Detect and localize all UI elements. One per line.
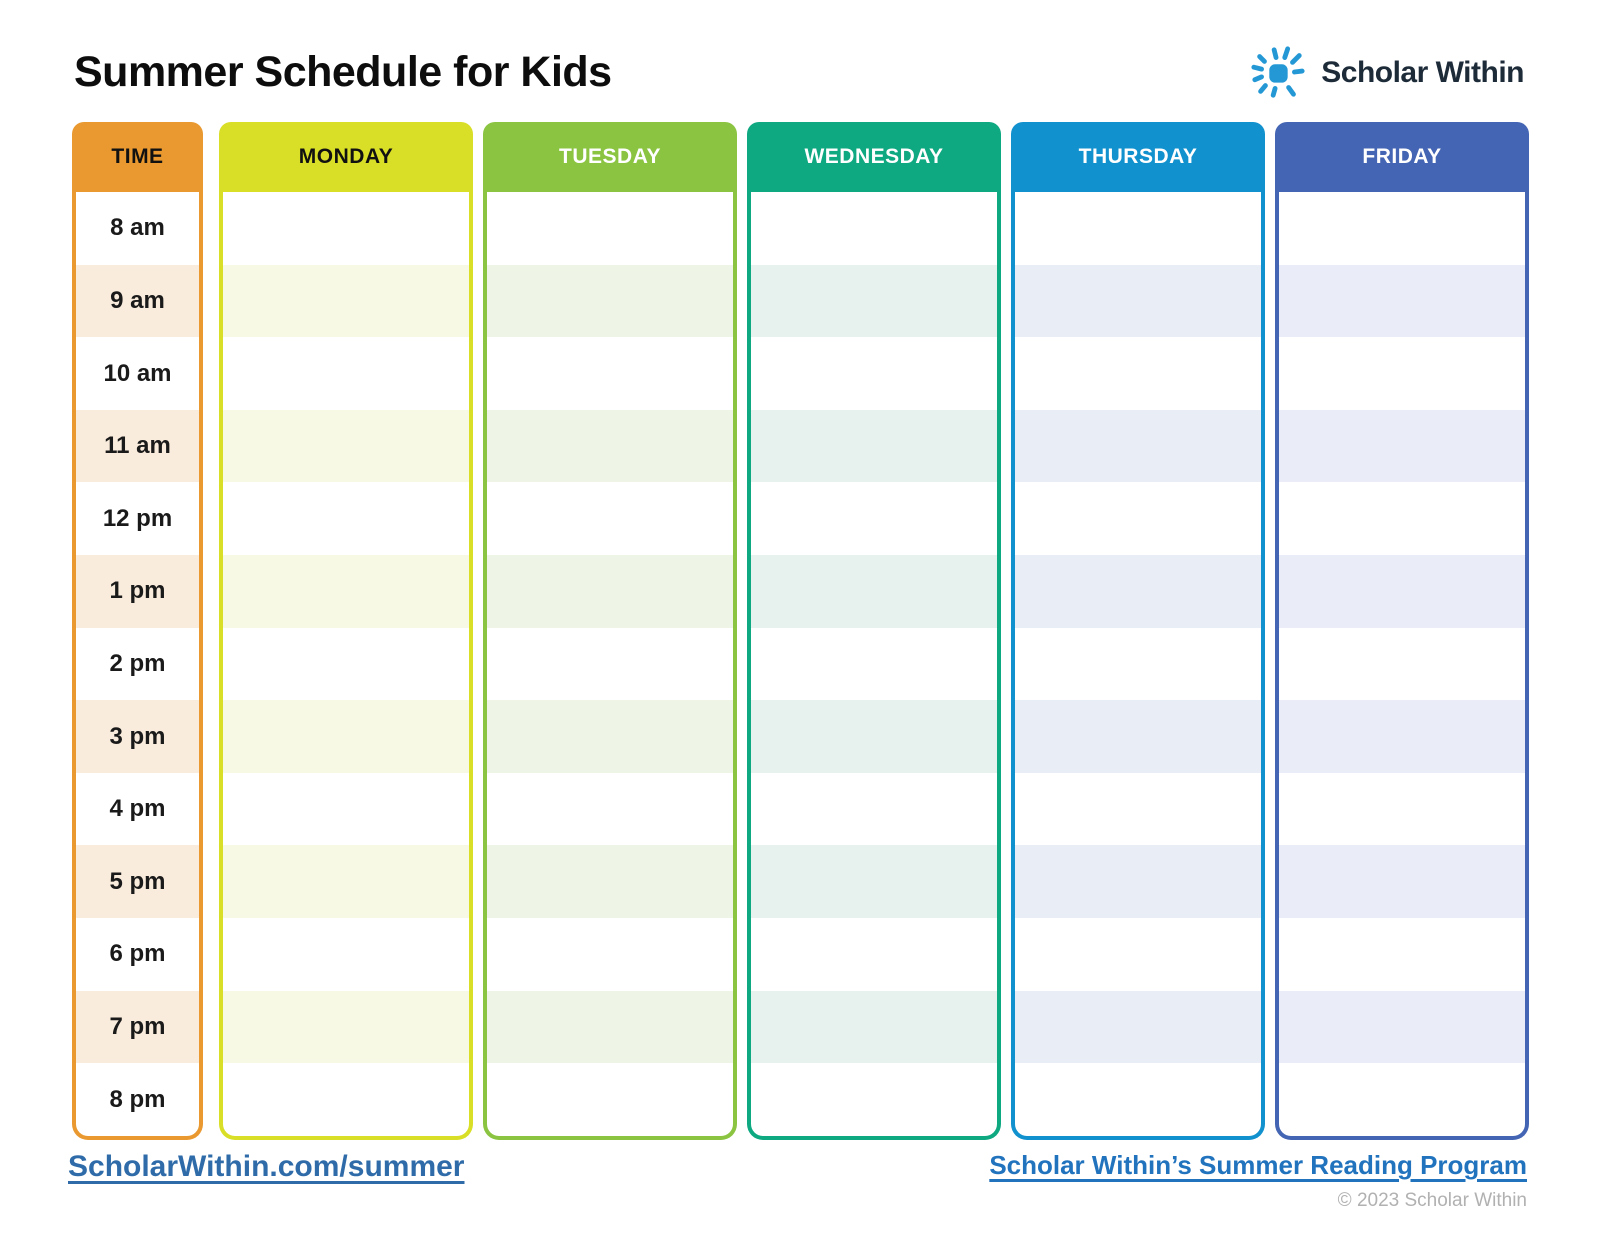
day-column-thursday [1011, 122, 1265, 1140]
schedule-cell [1015, 773, 1261, 846]
schedule-cell [1279, 482, 1525, 555]
time-column-body [72, 192, 203, 1140]
schedule-cell [487, 410, 733, 483]
schedule-cell [751, 700, 997, 773]
schedule-cell [487, 555, 733, 628]
day-column-tuesday-body [483, 192, 737, 1140]
schedule-cell [223, 555, 469, 628]
schedule-cell [1279, 265, 1525, 338]
time-label: 3 pm [76, 700, 199, 773]
schedule-cell [1279, 192, 1525, 265]
page-title: Summer Schedule for Kids [74, 48, 612, 96]
schedule-cell [487, 773, 733, 846]
schedule-cell [751, 628, 997, 701]
schedule-cell [751, 482, 997, 555]
schedule-cell [487, 337, 733, 410]
schedule-cell [487, 628, 733, 701]
day-column-wednesday-header: WEDNESDAY [747, 122, 1001, 192]
schedule-cell [1015, 410, 1261, 483]
time-label: 1 pm [76, 555, 199, 628]
day-column-friday [1275, 122, 1529, 1140]
day-column-thursday-body [1011, 192, 1265, 1140]
schedule-cell [223, 700, 469, 773]
time-label: 9 am [76, 265, 199, 338]
time-label: 7 pm [76, 991, 199, 1064]
schedule-cell [487, 991, 733, 1064]
schedule-cell [1279, 918, 1525, 991]
time-label: 10 am [103, 359, 172, 387]
time-label: 5 pm [76, 845, 199, 918]
footer-right [989, 1150, 1527, 1212]
schedule-cell [223, 410, 469, 483]
schedule-cell [487, 192, 733, 265]
schedule-cell [1015, 265, 1261, 338]
sun-icon [1249, 44, 1307, 102]
day-column-monday-header: MONDAY [219, 122, 473, 192]
schedule-cell [1279, 628, 1525, 701]
summer-url-link[interactable]: ScholarWithin.com/summer [68, 1150, 465, 1183]
schedule-cell [751, 918, 997, 991]
schedule-cell [223, 628, 469, 701]
schedule-cell [1015, 337, 1261, 410]
schedule-cell [751, 410, 997, 483]
schedule-cell [751, 991, 997, 1064]
brand-name: Scholar Within [1321, 56, 1524, 89]
time-label: 12 pm [102, 504, 173, 532]
schedule-cell [487, 1063, 733, 1136]
schedule-cell [751, 555, 997, 628]
schedule-cell [1015, 991, 1261, 1064]
schedule-cell [1015, 628, 1261, 701]
time-column [72, 122, 203, 1140]
schedule-cell [1015, 555, 1261, 628]
schedule-cell [223, 265, 469, 338]
schedule-cell [751, 265, 997, 338]
schedule-cell [751, 192, 997, 265]
schedule-cell [751, 773, 997, 846]
day-column-tuesday [483, 122, 737, 1140]
schedule-cell [1015, 918, 1261, 991]
schedule-cell [1279, 1063, 1525, 1136]
schedule-cell [1279, 773, 1525, 846]
day-column-tuesday-header: TUESDAY [483, 122, 737, 192]
schedule-cell [1279, 337, 1525, 410]
day-column-monday-body [219, 192, 473, 1140]
schedule-cell [223, 482, 469, 555]
time-label: 8 am [110, 214, 165, 242]
time-label: 4 pm [109, 795, 166, 823]
schedule-cell [487, 918, 733, 991]
schedule-cell [1015, 700, 1261, 773]
schedule-cell [1279, 700, 1525, 773]
schedule-cell [1015, 845, 1261, 918]
schedule-cell [751, 1063, 997, 1136]
schedule-cell [1279, 410, 1525, 483]
schedule-cell [223, 918, 469, 991]
schedule-cell [1015, 1063, 1261, 1136]
schedule-cell [487, 482, 733, 555]
schedule-cell [487, 265, 733, 338]
day-column-friday-body [1275, 192, 1529, 1140]
time-label: 8 pm [109, 1085, 166, 1113]
schedule-cell [1279, 991, 1525, 1064]
time-label: 11 am [76, 410, 199, 483]
schedule-cell [487, 845, 733, 918]
copyright-text: © 2023 Scholar Within [1337, 1190, 1527, 1211]
schedule-cell [223, 991, 469, 1064]
schedule-cell [223, 773, 469, 846]
schedule-cell [223, 192, 469, 265]
reading-program-link[interactable]: Scholar Within’s Summer Reading Program [989, 1150, 1527, 1180]
schedule-cell [1015, 482, 1261, 555]
time-label: 6 pm [109, 940, 166, 968]
day-column-wednesday-body [747, 192, 1001, 1140]
day-column-wednesday [747, 122, 1001, 1140]
day-column-thursday-header: THURSDAY [1011, 122, 1265, 192]
time-column-header: TIME [72, 122, 203, 192]
schedule-cell [751, 337, 997, 410]
schedule-grid [72, 122, 1529, 1140]
schedule-cell [1279, 555, 1525, 628]
day-column-friday-header: FRIDAY [1275, 122, 1529, 192]
schedule-cell [223, 337, 469, 410]
schedule-cell [1279, 845, 1525, 918]
time-label: 2 pm [109, 649, 166, 677]
brand-logo [1249, 44, 1524, 102]
day-column-monday [219, 122, 473, 1140]
schedule-cell [223, 1063, 469, 1136]
schedule-cell [751, 845, 997, 918]
schedule-cell [223, 845, 469, 918]
schedule-cell [487, 700, 733, 773]
schedule-cell [1015, 192, 1261, 265]
